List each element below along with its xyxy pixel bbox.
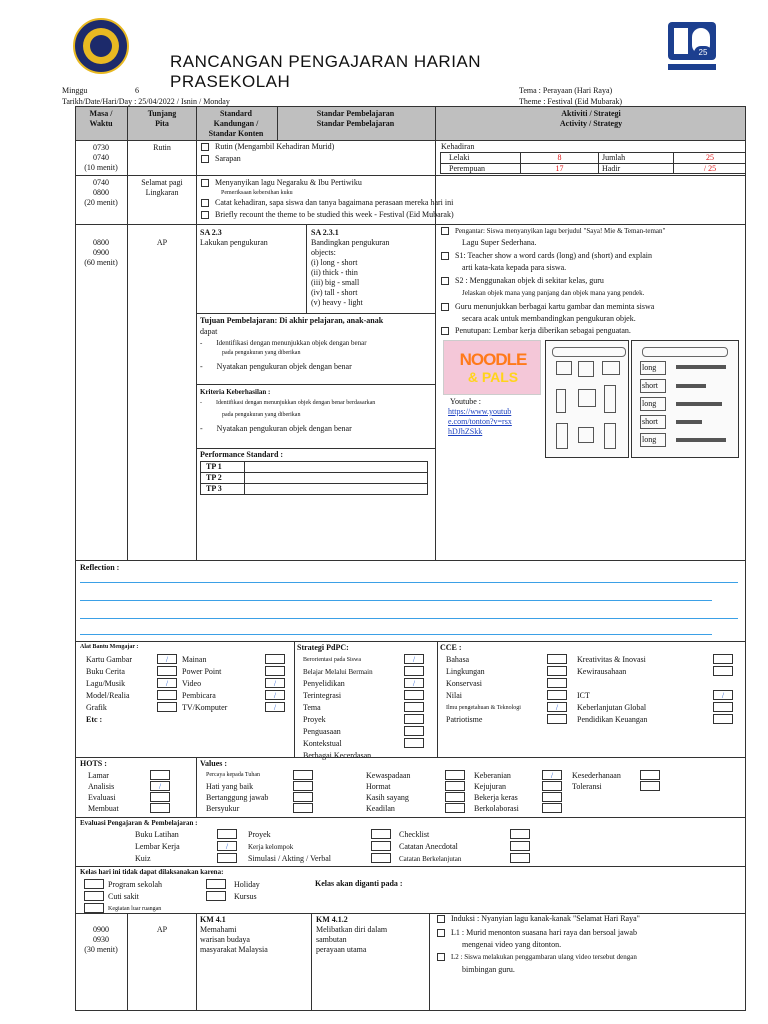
km2-block: KM 4.1.2 Melibatkan diri dalam sambutan perayaan utama — [316, 915, 388, 954]
sa-code: SA 2.3 — [200, 228, 222, 237]
act-item: Guru menunjukkan berbagai kartu gambar dan meminta siswa — [441, 302, 654, 312]
checkbox[interactable]: / — [404, 678, 424, 688]
act-item: Penutupan: Lembar kerja diberikan sebagai penguatan. — [441, 326, 631, 336]
row1-tunjang: Rutin — [153, 143, 171, 152]
row4-tunjang: AP — [156, 925, 168, 934]
checkbox[interactable]: / — [150, 781, 170, 791]
jumlah-label: Jumlah — [602, 153, 626, 162]
checkbox[interactable] — [640, 781, 660, 791]
row1-time: 0730 0740 (10 menit) — [84, 143, 118, 172]
kriteria-item: - Identifikasi dengan menunjukkan objek dengan benar berdasarkan — [200, 400, 376, 406]
values-col3: Keberanian Kejujuran Bekerja keras Berkolaborasi — [474, 771, 519, 813]
evaluasi-col3: Checklist Catatan Anecdotal Catatan Berkelanjutan — [399, 830, 462, 863]
checkbox[interactable] — [713, 654, 733, 664]
cce-title: CCE : — [440, 643, 462, 652]
perempuan-label: Perempuan — [449, 164, 485, 173]
evaluasi-col1: Buku Latihan Lembar Kerja Kuiz — [135, 830, 180, 863]
checkbox[interactable] — [404, 690, 424, 700]
header-masa: Masa / Waktu — [89, 109, 113, 128]
sa-text: Lakukan pengukuran — [200, 238, 268, 247]
theme: Theme : Festival (Eid Mubarak) — [519, 97, 623, 106]
alat-title: Alat Bantu Mengajar : — [80, 644, 139, 650]
checkbox[interactable] — [157, 690, 177, 700]
checkbox[interactable] — [542, 803, 562, 813]
evaluasi-title: Evaluasi Pengajaran & Pembelajaran : — [80, 819, 198, 827]
tujuan-item: - Identifikasi dengan menunjukkan objek dengan benar — [200, 339, 367, 347]
kriteria-item-sub: pada pengukuran yang diberikan — [222, 412, 301, 418]
checkbox[interactable] — [404, 738, 424, 748]
checkbox[interactable] — [547, 654, 567, 664]
checkbox[interactable]: / — [265, 690, 285, 700]
row4-act: L2 : Siswa melakukan penggambaran ulang video tersebut dengan — [437, 953, 637, 961]
header-aktiviti: Aktiviti / Strategi Activity / Strategy — [559, 109, 623, 128]
tp-label: TP 1 — [206, 462, 222, 471]
tp-label: TP 3 — [206, 484, 222, 493]
checkbox[interactable] — [84, 891, 104, 901]
checkbox[interactable] — [293, 803, 313, 813]
evaluasi-col2: Proyek Kerja kelompok Simulasi / Akting / Verbal — [248, 830, 331, 863]
row2-tunjang: Selamat pagi Lingkaran — [141, 178, 183, 197]
checkbox[interactable]: / — [542, 770, 562, 780]
tujuan-item: - Nyatakan pengukuran objek dengan benar — [200, 362, 352, 371]
act-item-sub: secara acak untuk membandingkan pengukuran objek. — [462, 314, 636, 323]
row2-item: Catat kehadiran, sapa siswa dan tanya bagaimana perasaan mereka hari ini — [201, 198, 453, 208]
page-title: RANCANGAN PENGAJARAN HARIAN PRASEKOLAH — [170, 52, 482, 91]
checkbox[interactable] — [157, 666, 177, 676]
lelaki-label: Lelaki — [449, 153, 470, 162]
act-item-sub: Jelaskan objek mana yang panjang dan objek mana yang pendek. — [462, 289, 645, 297]
checkbox[interactable]: / — [404, 654, 424, 664]
kehadiran-label: Kehadiran — [441, 142, 475, 151]
checkbox[interactable] — [547, 690, 567, 700]
checkbox[interactable] — [206, 891, 226, 901]
ministry-logo: 25 — [668, 22, 716, 74]
checkbox[interactable] — [150, 792, 170, 802]
checkbox[interactable]: / — [217, 841, 237, 851]
checkbox[interactable]: / — [547, 702, 567, 712]
row3-tunjang: AP — [156, 238, 168, 247]
youtube-label: Youtube : — [450, 397, 481, 406]
checkbox[interactable] — [371, 829, 391, 839]
checkbox[interactable] — [510, 829, 530, 839]
values-col4: Kesederhanaan Toleransi — [572, 771, 621, 791]
kriteria-item: - Nyatakan pengukuran objek dengan benar — [200, 424, 352, 433]
row3-time: 0800 0900 (60 menit) — [84, 238, 118, 267]
checkbox[interactable] — [510, 853, 530, 863]
checkbox[interactable] — [84, 903, 104, 913]
minggu-label: Minggu — [62, 86, 88, 95]
alat-mid-list: Mainan Power Point Video Pembicara TV/Komputer — [182, 655, 228, 712]
checkbox[interactable] — [371, 841, 391, 851]
checkbox[interactable] — [150, 770, 170, 780]
checkbox[interactable] — [542, 781, 562, 791]
minggu-value: 6 — [135, 86, 139, 95]
kelas-title: Kelas hari ini tidak dapat dilaksanakan karena: — [80, 868, 224, 876]
kelas-ganti: Kelas akan diganti pada : — [315, 879, 403, 888]
ps-title: Performance Standard : — [200, 450, 284, 459]
checkbox[interactable] — [713, 714, 733, 724]
noodle-pals-thumbnail[interactable]: NOODLE & PALS — [443, 340, 541, 395]
checkbox[interactable] — [547, 714, 567, 724]
kelas-mid: Holiday Kursus — [234, 880, 260, 901]
lelaki-value: 8 — [557, 153, 562, 162]
hadir-label: Hadir — [602, 164, 621, 173]
reflection-label: Reflection : — [80, 563, 120, 572]
perempuan-value: 17 — [555, 164, 564, 173]
checkbox[interactable] — [265, 654, 285, 664]
row2-time: 0740 0800 (20 menit) — [84, 178, 118, 207]
checkbox[interactable] — [206, 879, 226, 889]
checkbox[interactable]: / — [713, 690, 733, 700]
row4-act-sub: mengenai video yang ditonton. — [462, 940, 562, 949]
youtube-link[interactable]: https://www.youtub e.com/tonton?v=rsx hDJhZSkk — [448, 407, 512, 436]
checkbox[interactable] — [445, 781, 465, 791]
header-tunjang: Tunjang Pita — [147, 109, 177, 128]
checkbox[interactable]: / — [265, 702, 285, 712]
row4-act: L1 : Murid menonton suasana hari raya dan bersoal jawab — [437, 928, 637, 938]
tema: Tema : Perayaan (Hari Raya) — [519, 86, 613, 95]
km-block: KM 4.1 Memahami warisan budaya masyarakat Malaysia — [200, 915, 268, 954]
row2-item: Briefly recount the theme to be studied this week - Festival (Eid Mubarak) — [201, 210, 454, 220]
checkbox[interactable] — [217, 853, 237, 863]
checkbox[interactable] — [404, 702, 424, 712]
hots-list: Lamar Analisis Evaluasi Membuat — [88, 771, 119, 813]
row1-item: Rutin (Mengambil Kehadiran Murid) — [201, 142, 334, 152]
checkbox[interactable] — [713, 666, 733, 676]
values-col1: Percaya kepada Tuhan Hati yang baik Bertanggung jawab Bersyukur — [206, 772, 269, 813]
row4-act-sub: bimbingan guru. — [462, 965, 515, 974]
checkbox[interactable] — [265, 666, 285, 676]
checkbox[interactable] — [157, 702, 177, 712]
hots-title: HOTS : — [80, 759, 107, 768]
kelas-left: Program sekolah Cuti sakit Kegiatan luar ruangan — [108, 880, 162, 912]
checkbox[interactable] — [445, 803, 465, 813]
kriteria-title: Kriteria Keberhasilan : — [200, 388, 271, 396]
checkbox[interactable] — [445, 770, 465, 780]
checkbox[interactable] — [547, 678, 567, 688]
alat-left-list: Kartu Gambar Buku Cerita Lagu/Musik Model/Realia Grafik Etc : — [86, 655, 132, 724]
tujuan-title: Tujuan Pembelajaran: Di akhir pelajaran, anak-anak — [200, 316, 384, 325]
date-line: Tarikh/Date/Hari/Day : 25/04/2022 / Isnin / Monday — [62, 97, 230, 106]
values-col2: Kewaspadaan Hormat Kasih sayang Keadilan — [366, 771, 411, 813]
checkbox[interactable] — [542, 792, 562, 802]
act-item-sub: Lagu Super Sederhana. — [462, 238, 537, 247]
checkbox[interactable] — [150, 803, 170, 813]
checkbox[interactable] — [217, 829, 237, 839]
tujuan-dapat: dapat — [200, 327, 218, 336]
checkbox[interactable] — [404, 726, 424, 736]
row2-item-sub: Pemeriksaan kebersihan kuku — [221, 190, 293, 196]
checkbox[interactable]: / — [265, 678, 285, 688]
checkbox[interactable]: / — [157, 654, 177, 664]
row2-item: Menyanyikan lagu Negaraku & Ibu Pertiwiku — [201, 178, 362, 188]
checkbox[interactable] — [293, 781, 313, 791]
hadir-value: / 25 — [703, 164, 717, 173]
jumlah-value: 25 — [706, 153, 714, 162]
checkbox[interactable] — [640, 770, 660, 780]
cce-left-list: Bahasa Lingkungan Konservasi Nilai Ilmu pengetahuan & Teknologi Patriotisme — [446, 655, 521, 724]
checkbox[interactable] — [713, 702, 733, 712]
school-logo — [73, 18, 129, 74]
sp-lines: Bandingkan pengukuran objects: (i) long - short (ii) thick - thin (iii) big - small (iv) tall - short (v) heavy - light — [311, 238, 390, 307]
act-item-sub: arti kata-kata kepada para siswa. — [462, 263, 567, 272]
checkbox[interactable] — [510, 841, 530, 851]
act-item: S1: Teacher show a word cards (long) and (short) and explain — [441, 251, 652, 261]
checkbox[interactable] — [547, 666, 567, 676]
checkbox[interactable] — [371, 853, 391, 863]
header-standard-pembelajaran: Standar Pembelajaran Standar Pembelajaran — [316, 109, 395, 128]
strategi-list: Berorientasi pada Siswa Belajar Melalui Bermain Penyelidikan Terintegrasi Tema Proyek Penguasaan Kontekstual Berbagai Kecerdasan — [303, 657, 373, 760]
row4-act: Induksi : Nyanyian lagu kanak-kanak "Selamat Hari Raya" — [437, 914, 640, 924]
header-standard-kandungan: Standard Kandungan / Standar Konten — [208, 109, 264, 138]
checkbox[interactable] — [293, 792, 313, 802]
tp-table — [200, 461, 428, 495]
tujuan-item-sub: pada pengukuran yang diberikan — [222, 350, 301, 356]
act-item: Pengantar: Siswa menyanyikan lagu berjudul "Saya! Mie & Teman-teman" — [441, 227, 665, 235]
tp-label: TP 2 — [206, 473, 222, 482]
checkbox[interactable]: / — [157, 678, 177, 688]
cce-right-list: Kreativitas & Inovasi Kewirausahaan ICT Keberlanjutan Global Pendidikan Keuangan — [577, 655, 648, 724]
worksheet-clothes — [545, 340, 629, 458]
checkbox[interactable] — [404, 714, 424, 724]
row4-time: 0900 0930 (30 menit) — [84, 925, 118, 954]
checkbox[interactable] — [445, 792, 465, 802]
strategi-title: Strategi PdPC: — [297, 643, 349, 652]
sp-code: SA 2.3.1 — [311, 228, 339, 237]
checkbox[interactable] — [84, 879, 104, 889]
row1-item: Sarapan — [201, 154, 241, 164]
checkbox[interactable] — [293, 770, 313, 780]
act-item: S2 : Menggunakan objek di sekitar kelas, guru — [441, 276, 604, 286]
values-title: Values : — [200, 759, 228, 768]
checkbox[interactable] — [404, 666, 424, 676]
worksheet-long-short: long short long short long — [631, 340, 739, 458]
